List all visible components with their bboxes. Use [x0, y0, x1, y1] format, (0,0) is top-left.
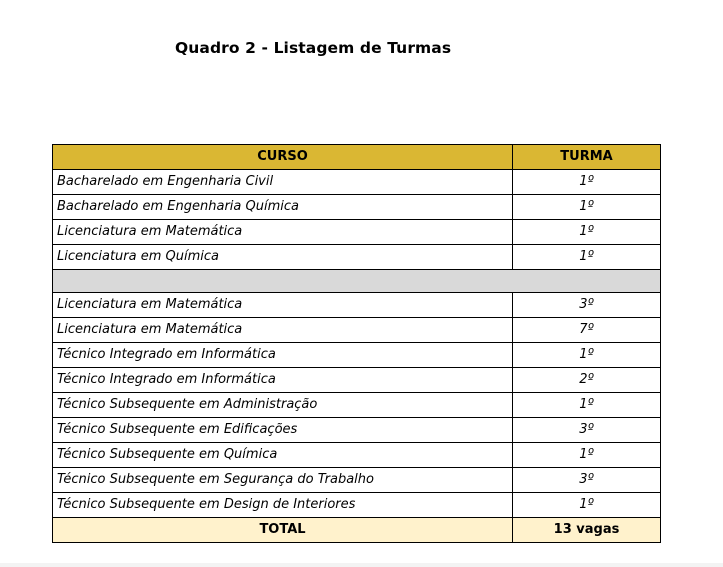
table-row: [53, 170, 661, 195]
curso-cell: Bacharelado em Engenharia Química: [53, 195, 513, 220]
curso-cell: Licenciatura em Matemática: [53, 293, 513, 318]
curso-cell: Técnico Integrado em Informática: [53, 368, 513, 393]
separator-row: [53, 270, 661, 293]
column-header-curso: CURSO: [53, 145, 513, 170]
turma-cell: 1º: [513, 220, 661, 245]
separator-cell: [53, 270, 661, 293]
curso-cell: Técnico Subsequente em Edificações: [53, 418, 513, 443]
table-header-row: [53, 145, 661, 170]
curso-cell: Técnico Integrado em Informática: [53, 343, 513, 368]
turma-cell: 1º: [513, 493, 661, 518]
turma-cell: 7º: [513, 318, 661, 343]
curso-cell: Bacharelado em Engenharia Civil: [53, 170, 513, 195]
turma-cell: 1º: [513, 343, 661, 368]
bottom-divider: [0, 563, 723, 567]
table-row: [53, 443, 661, 468]
page-title: Quadro 2 - Listagem de Turmas: [175, 39, 452, 57]
total-value: 13 vagas: [513, 518, 661, 543]
turmas-table: [52, 144, 661, 543]
table-row: [53, 368, 661, 393]
turma-cell: 2º: [513, 368, 661, 393]
turma-cell: 1º: [513, 393, 661, 418]
curso-cell: Técnico Subsequente em Química: [53, 443, 513, 468]
curso-cell: Licenciatura em Matemática: [53, 318, 513, 343]
table-row: [53, 245, 661, 270]
table-row: [53, 293, 661, 318]
turma-cell: 3º: [513, 418, 661, 443]
turma-cell: 3º: [513, 293, 661, 318]
total-label: TOTAL: [53, 518, 513, 543]
table-row: [53, 220, 661, 245]
table-row: [53, 418, 661, 443]
curso-cell: Técnico Subsequente em Administração: [53, 393, 513, 418]
table-row: [53, 468, 661, 493]
table-row: [53, 195, 661, 220]
curso-cell: Técnico Subsequente em Segurança do Trabalho: [53, 468, 513, 493]
column-header-turma: TURMA: [513, 145, 661, 170]
turma-cell: 1º: [513, 170, 661, 195]
table-row: [53, 393, 661, 418]
curso-cell: Técnico Subsequente em Design de Interiores: [53, 493, 513, 518]
turma-cell: 1º: [513, 443, 661, 468]
curso-cell: Licenciatura em Matemática: [53, 220, 513, 245]
curso-cell: Licenciatura em Química: [53, 245, 513, 270]
total-row: [53, 518, 661, 543]
turma-cell: 1º: [513, 245, 661, 270]
turma-cell: 3º: [513, 468, 661, 493]
table-row: [53, 318, 661, 343]
table-row: [53, 493, 661, 518]
turma-cell: 1º: [513, 195, 661, 220]
table-row: [53, 343, 661, 368]
